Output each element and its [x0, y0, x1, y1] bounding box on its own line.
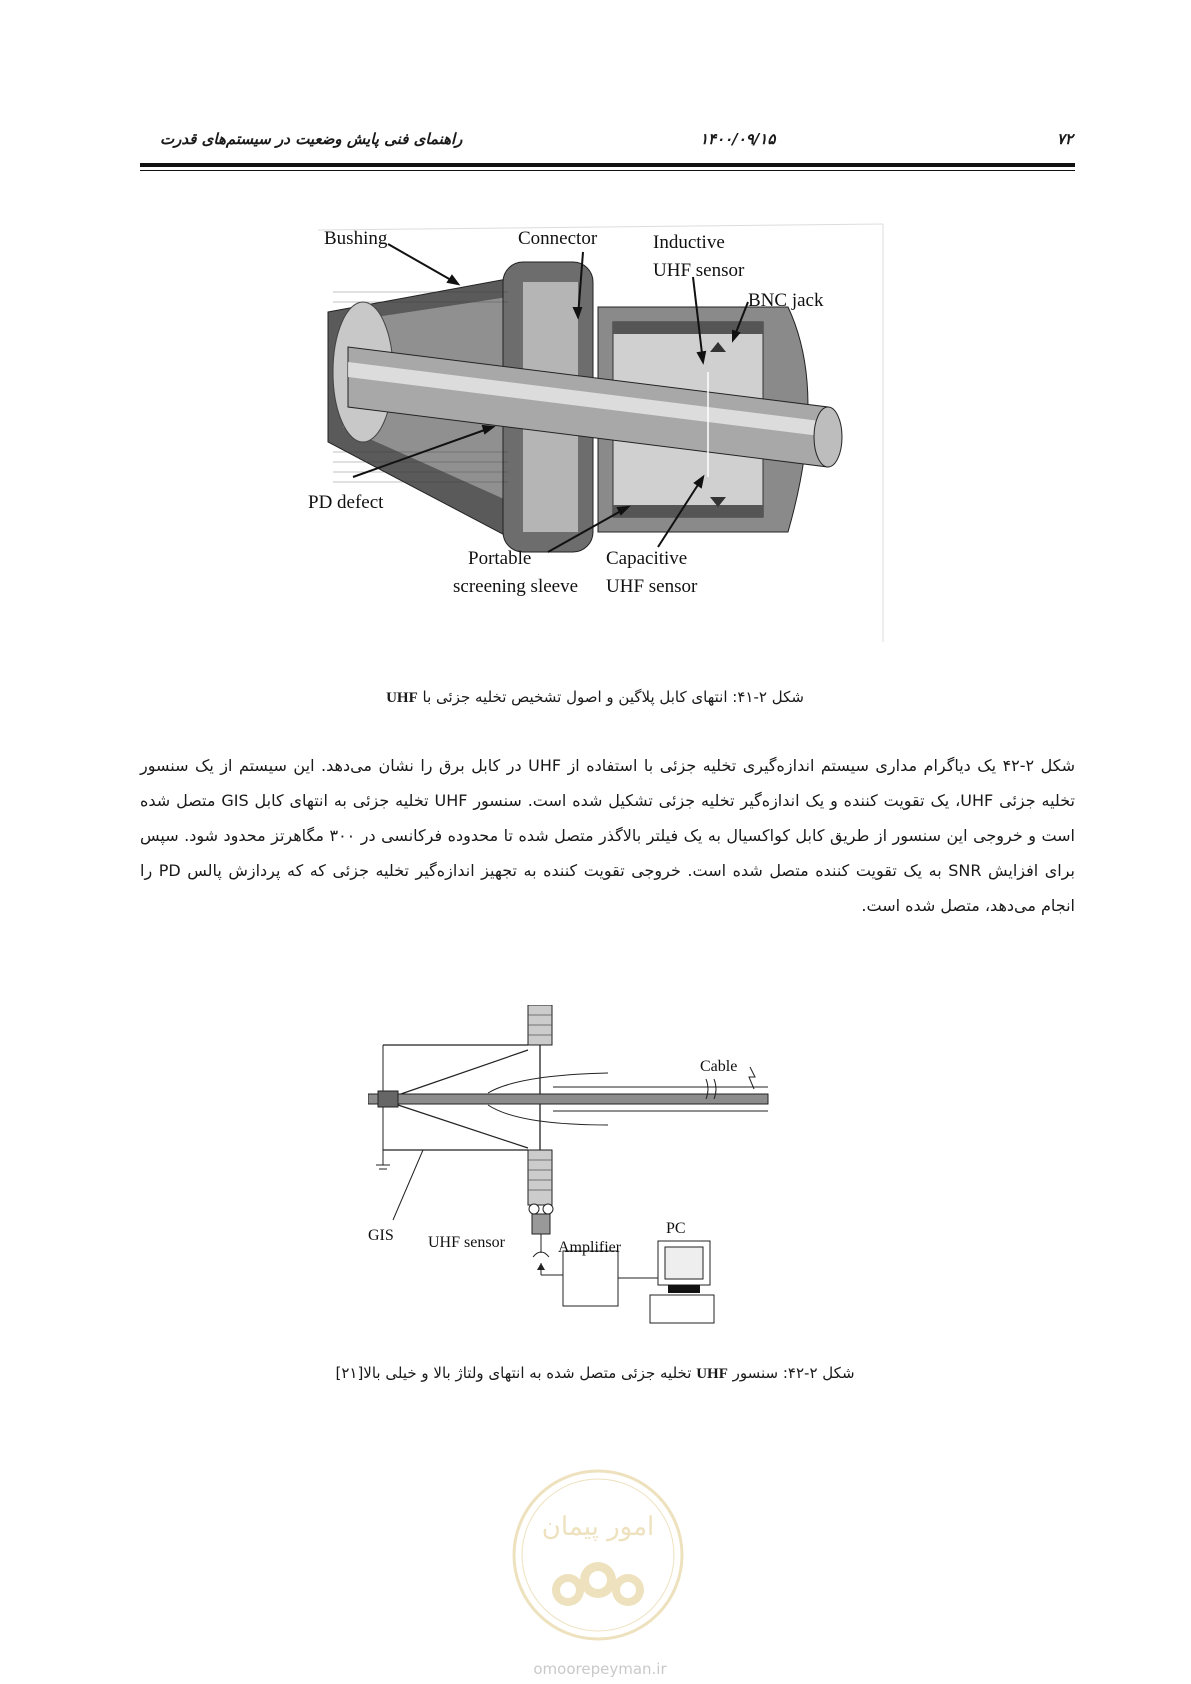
- label-portable: Portable: [468, 548, 532, 569]
- figure2-caption-bold: UHF: [696, 1366, 728, 1382]
- label-bnc-jack: BNC jack: [748, 290, 824, 311]
- watermark-logo-text: امور پیمان: [541, 1512, 655, 1542]
- header-date: ۱۴۰۰/۰۹/۱۵: [700, 130, 776, 148]
- page-number: ۷۲: [1056, 130, 1073, 148]
- figure2-caption: [200, 1364, 990, 1383]
- label-bushing: Bushing: [324, 228, 388, 249]
- header-rule-thin: [140, 170, 1075, 171]
- label-cable: Cable: [700, 1058, 738, 1075]
- figure1-caption-text: شکل ۲-۴۱: انتهای کابل پلاگین و اصول تشخیص تخلیه جزئی با: [417, 688, 804, 706]
- figure1-caption-bold: UHF: [386, 690, 418, 706]
- label-capacitive-sensor: UHF sensor: [606, 576, 698, 597]
- label-screening-sleeve: screening sleeve: [453, 576, 579, 597]
- figure1-caption: [200, 688, 990, 707]
- header-title: راهنمای فنی پایش وضعیت در سیستم‌های قدرت: [160, 130, 463, 148]
- body-paragraph: [140, 748, 1075, 923]
- figure-cable-termination: [308, 222, 891, 662]
- label-capacitive: Capacitive: [606, 548, 688, 569]
- label-connector: Connector: [518, 228, 598, 249]
- label-inductive: Inductive: [653, 232, 725, 253]
- paragraph-text: شکل ۲-۴۲ یک دیاگرام مداری سیستم اندازه‌گیری تخلیه جزئی با استفاده از UHF در کابل برق را نشان می‌دهد. این سیستم از یک سنسور تخلیه جزئی UHF، یک تقویت کننده و یک اندازه‌گیر تخلیه جزئی تشکیل شده است. سنسور UHF تخلیه جزئی به انتهای کابل GIS متصل شده است و خروجی این سنسور از طریق کابل کواکسیال به یک فیلتر بالاگذر متصل شده تا محدوده فرکانسی در ۳۰۰ مگاهرتز محدود شود. سپس برای افزایش SNR به یک تقویت کننده متصل شده است. خروجی تقویت کننده به تجهیز اندازه‌گیر تخلیه جزئی که که پردازش پالس PD را انجام می‌دهد، متصل شده است.: [140, 756, 1076, 915]
- watermark-site: omoorepeyman.ir: [533, 1660, 667, 1678]
- figure2-caption-pre: شکل ۲-۴۲: سنسور: [727, 1364, 855, 1382]
- label-amplifier: Amplifier: [558, 1239, 622, 1256]
- figure2-caption-post: تخلیه جزئی متصل شده به انتهای ولتاژ بالا و خیلی بالا[۲۱]: [335, 1364, 697, 1382]
- label-pd-defect: PD defect: [308, 492, 384, 513]
- figure-uhf-circuit: [368, 1005, 828, 1335]
- label-inductive-sensor: UHF sensor: [653, 260, 745, 281]
- label-pc: PC: [666, 1220, 686, 1237]
- label-gis: GIS: [368, 1227, 394, 1244]
- watermark-logo: [508, 1465, 688, 1645]
- header-rule: [140, 163, 1075, 167]
- label-uhf-sensor: UHF sensor: [428, 1234, 505, 1251]
